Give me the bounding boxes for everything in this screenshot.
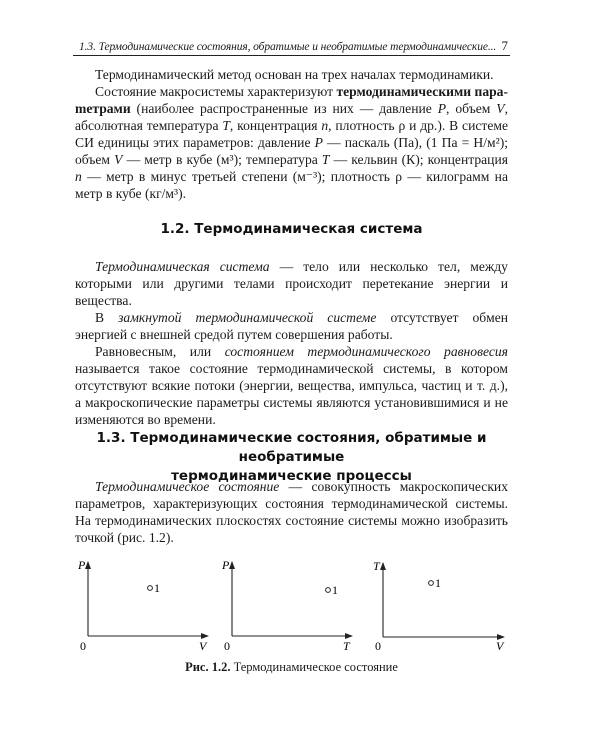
symbol-P: P xyxy=(314,135,323,150)
caption-text: Термодинамическое состояние xyxy=(230,660,398,674)
italic-term: Термодинамическое состояние xyxy=(95,479,280,494)
text-run: В xyxy=(95,310,119,325)
text-run: (наиболее распространенные из них — давление xyxy=(130,101,438,116)
origin-label: 0 xyxy=(80,639,86,653)
symbol-P: P xyxy=(437,101,447,116)
italic-term: Термодинамическая система xyxy=(95,259,270,274)
section-heading-1-2: 1.2. Термодинамическая система xyxy=(160,221,423,237)
origin-label: 0 xyxy=(224,639,230,653)
point-label: 1 xyxy=(435,576,441,590)
italic-term: состоянием термодинамического равновесия xyxy=(224,344,508,359)
intro-paragraph-2 xyxy=(75,83,508,202)
figure-1-2 xyxy=(60,552,540,662)
paragraph xyxy=(75,343,508,428)
state-point xyxy=(148,586,153,591)
text-run: — тело или несколько тел, между которыми или другими телами происходит перетекание энергии и вещества. xyxy=(75,259,508,308)
running-header xyxy=(73,38,510,56)
text-run: , плотность ρ и др.). В системе СИ единицы этих параметров: давление xyxy=(75,118,508,150)
x-axis-label: V xyxy=(199,639,207,653)
text-run: , концентрация xyxy=(229,118,322,133)
running-header-title: 1.3. Термодинамические состояния, обратимые и необратимые термодинамические... xyxy=(79,41,497,53)
symbol-T: T xyxy=(222,118,230,133)
text-run: Равновесным, или xyxy=(95,344,225,359)
text-run: — паскаль (Па), (1 Па = Н/м²); объем xyxy=(75,135,508,167)
symbol-n: n xyxy=(321,118,329,133)
italic-term: замкнутой термодинамической системе xyxy=(118,310,377,325)
paragraph xyxy=(75,478,508,546)
caption-label: Рис. 1.2. xyxy=(185,660,231,674)
symbol-V: V xyxy=(114,152,123,167)
text-run: — совокупность макроскопических параметров, характеризующих состояния термодинамической системы. На термодинамических плоскостях состояние системы можно изобразить точкой (рис. 1.2). xyxy=(75,479,509,545)
text-run: — метр в минус третьей степени (м⁻³); плотность ρ — килограмм на метр в кубе (кг/м³). xyxy=(75,169,508,201)
heading-line-2: термодинамические процессы xyxy=(171,468,412,484)
figure-caption xyxy=(75,660,508,675)
heading-line-1: 1.3. Термодинамические состояния, обратимые и необратимые xyxy=(96,430,487,465)
text-run: Состояние макросистемы характеризуют xyxy=(95,84,337,99)
plot-P-T xyxy=(221,558,352,653)
text-run: , объем xyxy=(446,101,497,116)
symbol-n: n xyxy=(75,169,82,184)
plot-T-V xyxy=(373,559,505,653)
section-1-2-text xyxy=(75,258,508,428)
text-run: — кельвин (К); концентрация xyxy=(329,152,508,167)
state-point xyxy=(326,588,331,593)
page-number: 7 xyxy=(501,38,508,53)
origin-label: 0 xyxy=(375,639,381,653)
section-1-3-text xyxy=(75,478,508,546)
plot-P-V xyxy=(77,558,208,653)
y-axis-label: T xyxy=(373,559,380,573)
text-run: отсутствует обмен энергией с внешней средой путем совершения работы. xyxy=(75,310,509,342)
x-axis-label: T xyxy=(343,639,350,653)
point-label: 1 xyxy=(154,581,160,595)
text-run: , абсолютная температура xyxy=(75,101,508,133)
y-axis-label: P xyxy=(222,558,230,572)
intro-text xyxy=(75,66,508,202)
point-label: 1 xyxy=(332,583,338,597)
text-run: — метр в кубе (м³); температура xyxy=(122,152,322,167)
text-run: называется такое состояние термодинамической системы, в котором отсутствуют всякие потоки (энергии, вещества, импульса, частиц и т. д.), а макроскопические параметры системы являются установившимися и не изменяются во времени. xyxy=(75,361,508,427)
paragraph xyxy=(75,309,508,343)
state-point xyxy=(429,581,434,586)
paragraph xyxy=(75,258,508,309)
symbol-V: V xyxy=(496,101,505,116)
bold-term: термодинамическими параmетрами xyxy=(75,84,509,116)
x-axis-label: V xyxy=(496,639,504,653)
intro-paragraph-1: Термодинамический метод основан на трех началах термодинамики. xyxy=(95,67,494,82)
symbol-T: T xyxy=(321,152,330,167)
y-axis-label: P xyxy=(78,558,86,572)
